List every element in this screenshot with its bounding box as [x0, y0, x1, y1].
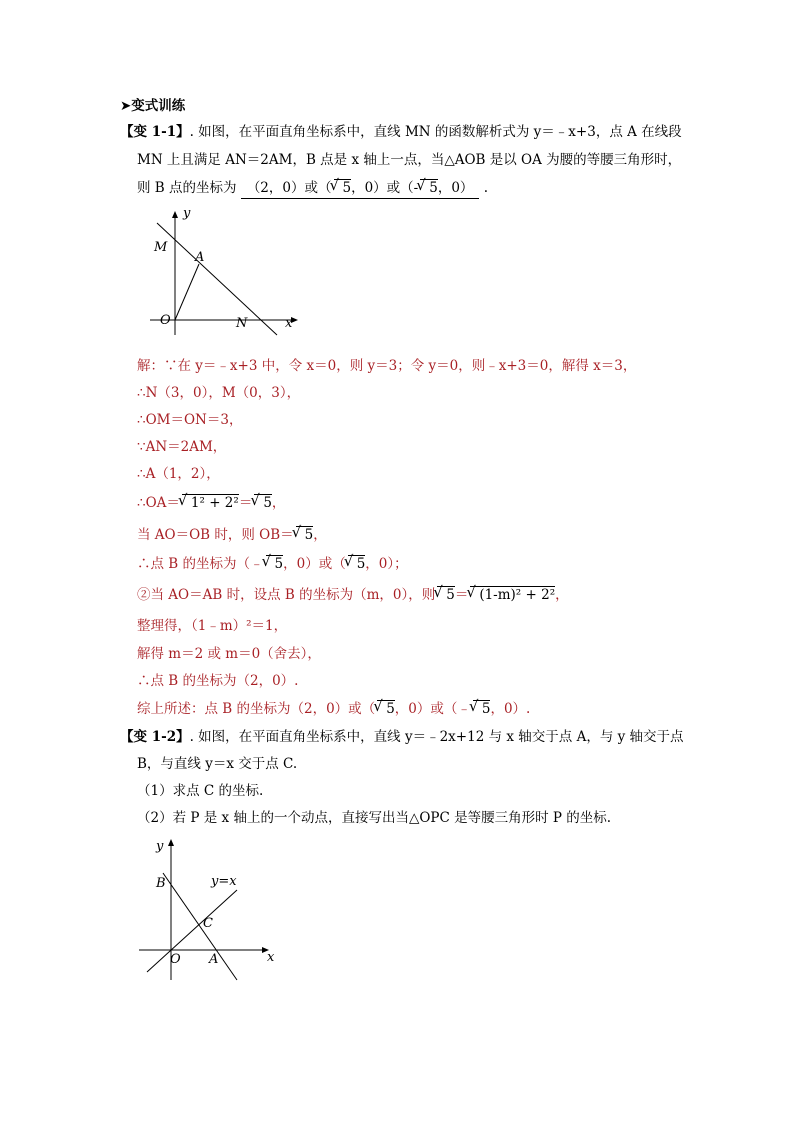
s8-prefix: ∴点 B 的坐标为（﹣	[137, 556, 264, 572]
fig1-segment-oa	[175, 264, 199, 320]
fig2-label-c: C	[203, 916, 213, 931]
answer-part-1: （2，0）或（	[246, 180, 332, 196]
fig1-label-o: O	[160, 313, 171, 328]
s9-sqrt: √ 5	[437, 586, 455, 603]
s13-prefix: 综上所述：点 B 的坐标为（2，0）或（	[137, 701, 376, 717]
problem-1-1-line-2: MN 上且满足 AN＝2AM，B 点是 x 轴上一点，当△AOB 是以 OA 为腰的等腰三角形时，	[137, 152, 682, 168]
s9-prefix: ②当 AO＝AB 时，设点 B 的坐标为（m，0），则	[137, 587, 436, 603]
problem-1-1-tag: 【变 1-1】	[120, 124, 190, 140]
s7-prefix: 当 AO＝OB 时，则 OB＝	[137, 527, 294, 543]
answer-blank	[241, 178, 480, 199]
s13-suffix: ，0）.	[490, 701, 531, 717]
solution-line-10: 整理得，（1﹣m）²＝1，	[137, 618, 288, 634]
answer-part-2: ，0）或（-	[351, 180, 419, 196]
answer-part-3: ，0）	[437, 180, 474, 196]
s8-mid: ，0）或（	[283, 556, 346, 572]
s6-suffix: ，	[271, 495, 286, 511]
fig2-label-yx: y=x	[211, 874, 237, 889]
s6-equals: ＝	[238, 495, 253, 511]
problem-1-2-question-2: （2）若 P 是 x 轴上的一个动点，直接写出当△OPC 是等腰三角形时 P 的坐标.	[137, 810, 612, 826]
solution-line-3: ∴OM＝ON＝3，	[137, 412, 243, 428]
fig1-label-y: y	[183, 206, 191, 221]
s8-sqrt-1: √ 5	[266, 555, 284, 572]
solution-line-13	[137, 699, 530, 719]
figure-2	[135, 835, 285, 985]
problem-1-2-line-1	[120, 727, 684, 747]
problem-1-1-line-1	[120, 122, 682, 142]
fig2-y-arrow	[168, 839, 174, 846]
s7-sqrt: √ 5	[296, 526, 314, 543]
problem-1-2-tag: 【变 1-2】	[120, 729, 190, 745]
problem-1-2-line-2: B，与直线 y＝x 交于点 C.	[137, 756, 298, 772]
fig2-label-y: y	[156, 839, 164, 854]
problem-1-1-text-3: 则 B 点的坐标为	[137, 180, 237, 196]
s9-radical: √ (1-m)² + 2²	[470, 586, 555, 603]
s8-suffix: ，0）；	[365, 556, 408, 572]
answer-sqrt-2: √ 5	[420, 179, 438, 196]
problem-1-1-text-1: . 如图，在平面直角坐标系中，直线 MN 的函数解析式为 y＝﹣x+3，点 A 在线段	[189, 124, 682, 140]
solution-line-5: ∴A（1，2），	[137, 466, 220, 482]
solution-line-11: 解得 m＝2 或 m＝0（舍去），	[137, 646, 321, 662]
solution-line-7	[137, 525, 327, 545]
s7-suffix: ，	[313, 527, 327, 543]
s6-sqrt: √ 5	[254, 494, 272, 511]
solution-line-8	[137, 554, 408, 574]
figure-1	[140, 203, 310, 338]
fig1-y-arrow	[172, 211, 178, 218]
s13-sqrt-1: √ 5	[377, 700, 395, 717]
problem-1-2-question-1: （1）求点 C 的坐标.	[137, 783, 264, 799]
solution-line-1: 解：∵在 y＝﹣x+3 中，令 x＝0，则 y＝3；令 y＝0，则﹣x+3＝0，解得 x＝3，	[137, 358, 637, 374]
s9-suffix: ，	[555, 587, 569, 603]
s13-mid: ，0）或（﹣	[394, 701, 471, 717]
solution-line-6	[137, 493, 285, 513]
fig2-label-b: B	[156, 876, 166, 891]
fig2-label-x: x	[267, 950, 275, 965]
fig2-label-o: O	[170, 952, 181, 967]
solution-line-9	[137, 585, 569, 605]
section-heading: ➤变式训练	[120, 98, 186, 114]
problem-1-1-period: .	[483, 180, 489, 196]
s6-radical: √ 1² + 2²	[182, 494, 239, 511]
s8-sqrt-2: √ 5	[348, 555, 366, 572]
fig1-label-x: x	[285, 316, 293, 331]
solution-line-2: ∴N（3，0），M（0，3），	[137, 385, 301, 401]
s6-prefix: ∴OA＝	[137, 495, 180, 511]
s9-equals: ＝	[454, 587, 469, 603]
solution-line-4: ∵AN＝2AM，	[137, 439, 227, 455]
fig1-label-n: N	[236, 316, 248, 331]
fig1-label-a: A	[195, 250, 205, 265]
s13-sqrt-2: √ 5	[473, 700, 491, 717]
problem-1-2-text-1: . 如图，在平面直角坐标系中，直线 y＝﹣2x+12 与 x 轴交于点 A，与 y 轴交于点	[189, 729, 684, 745]
answer-sqrt-1: √ 5	[334, 179, 352, 196]
problem-1-1-line-3	[137, 178, 488, 199]
fig2-label-a: A	[209, 952, 219, 967]
fig1-label-m: M	[154, 240, 168, 255]
solution-line-12: ∴点 B 的坐标为（2，0）.	[137, 673, 299, 689]
